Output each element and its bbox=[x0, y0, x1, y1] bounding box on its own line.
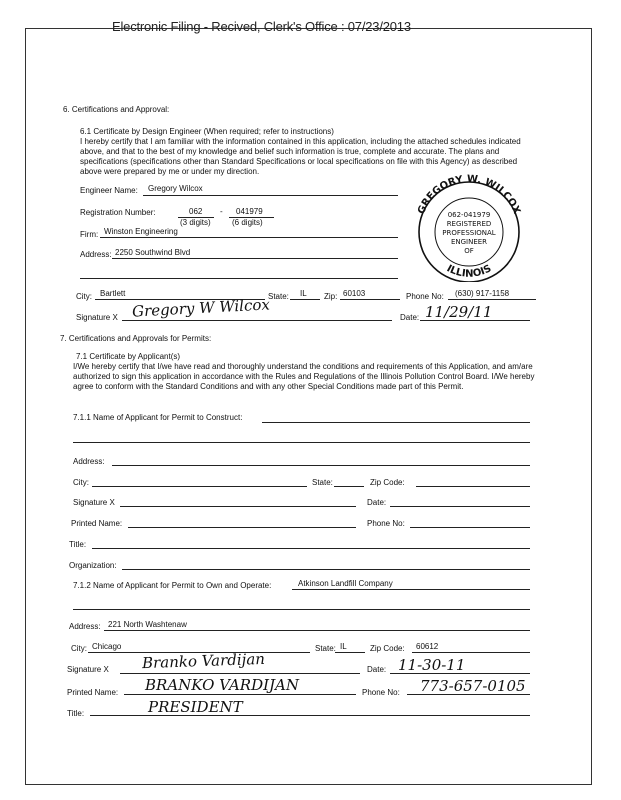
own-address-line bbox=[104, 630, 530, 631]
construct-state-label: State: bbox=[312, 478, 333, 487]
state-line bbox=[290, 299, 320, 300]
own-state-label: State: bbox=[315, 644, 336, 653]
own-title-value[interactable]: PRESIDENT bbox=[148, 698, 243, 716]
registration-dash: - bbox=[220, 207, 223, 216]
own-operate-line bbox=[292, 589, 530, 590]
own-signature[interactable]: Branko Vardijan bbox=[141, 649, 266, 673]
state-label: State: bbox=[268, 292, 289, 301]
city-label: City: bbox=[76, 292, 92, 301]
construct-applicant-label: 7.1.1 Name of Applicant for Permit to Construct: bbox=[73, 413, 243, 422]
own-phone-value[interactable]: 773-657-0105 bbox=[420, 677, 526, 695]
engineer-name-line bbox=[143, 195, 398, 196]
construct-zip-label: Zip Code: bbox=[370, 478, 405, 487]
signature-label: Signature X bbox=[76, 313, 118, 322]
engineer-name-label: Engineer Name: bbox=[80, 186, 138, 195]
own-zip-label: Zip Code: bbox=[370, 644, 405, 653]
seal-line-1: 062-041979 bbox=[447, 211, 491, 219]
own-signature-line bbox=[120, 673, 360, 674]
own-printed-name-label: Printed Name: bbox=[67, 688, 119, 697]
firm-label: Firm: bbox=[80, 230, 99, 239]
seal-ring-bottom: ILLINOIS bbox=[444, 263, 494, 280]
address-value[interactable]: 2250 Southwind Blvd bbox=[115, 248, 191, 257]
seal-line-5: OF bbox=[464, 247, 474, 255]
registration-number[interactable]: 041979 bbox=[236, 207, 263, 216]
seal-line-4: ENGINEER bbox=[450, 238, 488, 246]
phone-label: Phone No: bbox=[406, 292, 444, 301]
construct-date-line bbox=[390, 506, 530, 507]
construct-city-line bbox=[92, 486, 307, 487]
construct-state-line bbox=[334, 486, 364, 487]
own-state-line bbox=[335, 652, 365, 653]
zip-value[interactable]: 60103 bbox=[343, 289, 366, 298]
construct-signature-label: Signature X bbox=[73, 498, 115, 507]
section-7-1-heading: 7.1 Certificate by Applicant(s) bbox=[76, 352, 181, 361]
registration-prefix-hint: (3 digits) bbox=[180, 218, 211, 227]
city-value[interactable]: Bartlett bbox=[100, 289, 126, 298]
construct-title-label: Title: bbox=[69, 540, 87, 549]
construct-signature-line bbox=[120, 506, 356, 507]
zip-label: Zip: bbox=[324, 292, 338, 301]
phone-value[interactable]: (630) 917-1158 bbox=[455, 289, 510, 298]
date-value[interactable]: 11/29/11 bbox=[425, 303, 493, 321]
address-line-1 bbox=[112, 258, 398, 259]
own-state-value[interactable]: IL bbox=[340, 642, 347, 651]
electronic-filing-header: Electronic Filing - Recived, Clerk's Office : 07/23/2013 bbox=[112, 19, 411, 34]
construct-organization-label: Organization: bbox=[69, 561, 117, 570]
own-date-line bbox=[390, 673, 530, 674]
section-6-1-body: I hereby certify that I am familiar with the information contained in this application, including the attached schedules indicated above, and that to the best of my knowledge and belief such information is true, complete and accurate. The plans and specifications (specifications other than Standard Specifications or local specifications on file with this Agency) as described above were prepared by me or under my direction. bbox=[80, 137, 521, 176]
construct-address-label: Address: bbox=[73, 457, 105, 466]
construct-applicant-line-2 bbox=[73, 442, 530, 443]
seal-line-2: REGISTERED bbox=[446, 220, 492, 228]
construct-printed-name-label: Printed Name: bbox=[71, 519, 123, 528]
state-value[interactable]: IL bbox=[300, 289, 307, 298]
own-title-label: Title: bbox=[67, 709, 85, 718]
own-operate-label: 7.1.2 Name of Applicant for Permit to Own and Operate: bbox=[73, 581, 272, 590]
engineer-name-value[interactable]: Gregory Wilcox bbox=[148, 184, 203, 193]
seal-line-3: PROFESSIONAL bbox=[442, 229, 496, 237]
construct-organization-line bbox=[122, 569, 530, 570]
registration-number-hint: (6 digits) bbox=[232, 218, 263, 227]
engineer-signature[interactable]: Gregory W Wilcox bbox=[131, 295, 271, 321]
construct-applicant-line bbox=[262, 422, 530, 423]
own-phone-line bbox=[407, 694, 530, 695]
construct-title-line bbox=[92, 548, 530, 549]
own-signature-label: Signature X bbox=[67, 665, 109, 674]
construct-date-label: Date: bbox=[367, 498, 387, 507]
firm-line bbox=[100, 237, 398, 238]
date-label: Date: bbox=[400, 313, 420, 322]
registration-label: Registration Number: bbox=[80, 208, 156, 217]
own-address-label: Address: bbox=[69, 622, 101, 631]
own-city-value[interactable]: Chicago bbox=[92, 642, 122, 651]
section-6-heading: 6. Certifications and Approval: bbox=[63, 105, 170, 114]
section-6-1-heading: 6.1 Certificate by Design Engineer (When required; refer to instructions) bbox=[80, 127, 334, 136]
own-operate-name[interactable]: Atkinson Landfill Company bbox=[298, 579, 393, 588]
own-zip-value[interactable]: 60612 bbox=[416, 642, 439, 651]
own-operate-line-2 bbox=[73, 609, 530, 610]
seal-ring-top: GREGORY W. WILCOX bbox=[416, 173, 522, 216]
construct-phone-line bbox=[410, 527, 530, 528]
address-line-2 bbox=[80, 278, 398, 279]
registration-prefix[interactable]: 062 bbox=[189, 207, 203, 216]
construct-printed-name-line bbox=[128, 527, 356, 528]
section-7-1-body: I/We hereby certify that I/we have read and thoroughly understand the conditions and requirements of this Application, and am/are authorized to sign this application in accordance with the Rules and Regulations of the Illinois Pollution Control Board. I/We hereby agree to conform with the Standard Conditions and with any other Special Conditions made part of this Permit. bbox=[73, 362, 535, 391]
own-printed-name-line bbox=[124, 694, 356, 695]
own-date-label: Date: bbox=[367, 665, 387, 674]
section-7-heading: 7. Certifications and Approvals for Permits: bbox=[60, 334, 212, 343]
construct-zip-line bbox=[416, 486, 530, 487]
own-zip-line bbox=[412, 652, 530, 653]
phone-line bbox=[448, 299, 536, 300]
date-line bbox=[420, 320, 530, 321]
own-address-value[interactable]: 221 North Washtenaw bbox=[108, 620, 187, 629]
own-city-label: City: bbox=[71, 644, 87, 653]
zip-line bbox=[340, 299, 400, 300]
construct-phone-label: Phone No: bbox=[367, 519, 405, 528]
address-label: Address: bbox=[80, 250, 112, 259]
firm-value[interactable]: Winston Engineering bbox=[104, 227, 178, 236]
construct-city-label: City: bbox=[73, 478, 89, 487]
own-printed-name-value[interactable]: BRANKO VARDIJAN bbox=[145, 676, 300, 694]
own-phone-label: Phone No: bbox=[362, 688, 400, 697]
own-date-value[interactable]: 11-30-11 bbox=[398, 656, 466, 674]
construct-address-line bbox=[112, 465, 530, 466]
own-title-line bbox=[90, 715, 530, 716]
signature-line bbox=[122, 320, 392, 321]
engineer-seal bbox=[404, 172, 534, 282]
